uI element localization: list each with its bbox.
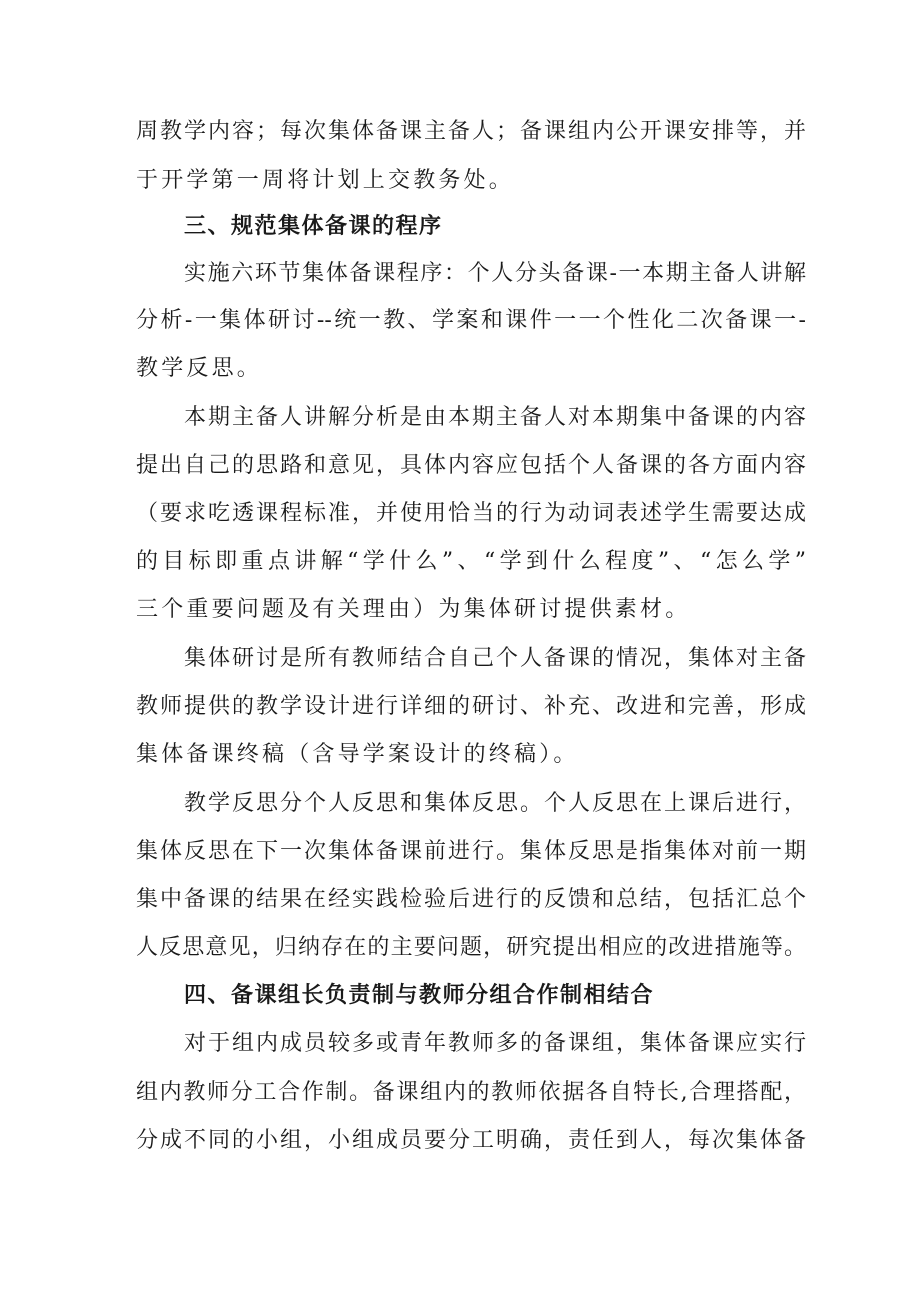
text-line: 的目标即重点讲解“学什么”、“学到什么程度”、“怎么学” xyxy=(136,549,806,574)
text-line: 周教学内容；每次集体备课主备人；备课组内公开课安排等，并 xyxy=(136,119,806,144)
section-heading-3: 三、规范集体备课的程序 xyxy=(184,214,443,239)
text-line: 本期主备人讲解分析是由本期主备人对本期集中备课的内容 xyxy=(184,405,806,430)
text-line: 人反思意见，归纳存在的主要问题，研究提出相应的改进措施等。 xyxy=(136,935,806,960)
text-line: 教学反思。 xyxy=(136,356,263,381)
text-line: 集体研讨是所有教师结合自己个人备课的情况，集体对主备 xyxy=(184,646,806,671)
text-line: 分成不同的小组，小组成员要分工明确，责任到人，每次集体备 xyxy=(136,1128,806,1153)
text-line: 提出自己的思路和意见，具体内容应包括个人备课的各方面内容 xyxy=(136,453,806,478)
text-line: 组内教师分工合作制。备课组内的教师依据各自特长,合理搭配， xyxy=(136,1080,806,1105)
text-line: 集体备课终稿（含导学案设计的终稿）。 xyxy=(136,742,579,767)
text-line: 教师提供的教学设计进行详细的研讨、补充、改进和完善，形成 xyxy=(136,694,806,719)
text-line: 分析-一集体研讨--统一教、学案和课件一一个性化二次备课一- xyxy=(136,308,806,333)
text-line: 实施六环节集体备课程序：个人分头备课-一本期主备人讲解 xyxy=(184,261,806,286)
text-line: 集中备课的结果在经实践检验后进行的反馈和总结，包括汇总个 xyxy=(136,887,806,912)
section-heading-4: 四、备课组长负责制与教师分组合作制相结合 xyxy=(184,983,655,1008)
text-line: 于开学第一周将计划上交教务处。 xyxy=(136,168,515,193)
text-line: 三个重要问题及有关理由）为集体研讨提供素材。 xyxy=(136,597,691,622)
text-line: 对于组内成员较多或青年教师多的备课组，集体备课应实行 xyxy=(184,1031,806,1056)
text-line: 教学反思分个人反思和集体反思。个人反思在上课后进行， xyxy=(184,791,806,816)
text-line: 集体反思在下一次集体备课前进行。集体反思是指集体对前一期 xyxy=(136,839,806,864)
text-line: （要求吃透课程标准，并使用恰当的行为动词表述学生需要达成 xyxy=(136,501,806,526)
